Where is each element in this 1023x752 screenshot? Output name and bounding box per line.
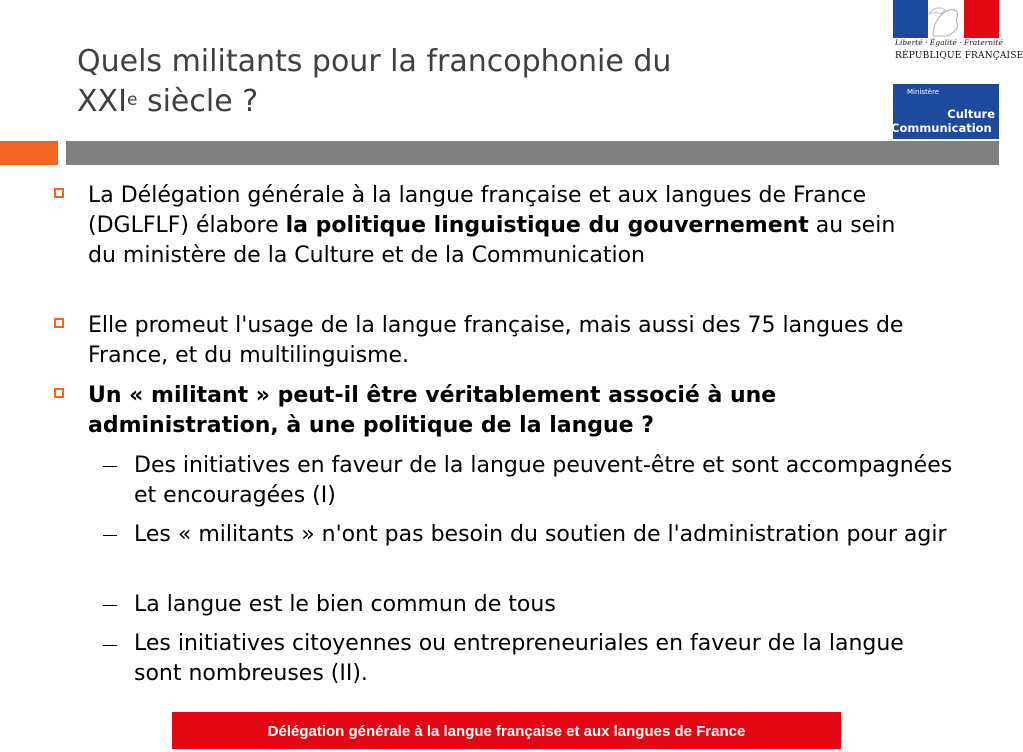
title-separator-bar bbox=[66, 141, 999, 165]
republique-motto: Liberté · Égalité · Fraternité bbox=[895, 38, 1003, 47]
bullet-square-icon bbox=[54, 388, 64, 398]
title-accent-bar bbox=[0, 141, 58, 165]
bullet-text: au sein du ministère de la Culture et de la Communication bbox=[88, 213, 896, 268]
marianne-icon bbox=[893, 0, 999, 38]
dash-icon bbox=[103, 535, 117, 536]
slide-title-line2 bbox=[77, 82, 797, 122]
bullet-text: La Délégation générale à la langue française et aux langues de France (DGLFLF) élabore bbox=[88, 183, 867, 238]
sub-bullet-item: Des initiatives en faveur de la langue peuvent-être et sont accompagnées et encouragées (I) bbox=[134, 453, 953, 508]
ministere-communication: Communication bbox=[891, 121, 992, 135]
banner-text: et aux langues de France bbox=[561, 723, 746, 740]
dash-icon bbox=[103, 605, 117, 606]
sub-bullet-item: La langue est le bien commun de tous bbox=[134, 592, 556, 617]
banner-highlight: langue française bbox=[443, 723, 562, 740]
sub-bullet-item: Les initiatives citoyennes ou entrepreneuriales en faveur de la langue sont nombreuses (II). bbox=[134, 631, 904, 686]
bullet-square-icon bbox=[54, 188, 64, 198]
bullet-item: Elle promeut l'usage de la langue française, mais aussi des 75 langues de France, et du multilinguisme. bbox=[88, 313, 904, 368]
ministere-culture-logo bbox=[893, 84, 999, 139]
republique-francaise-logo bbox=[893, 0, 1023, 68]
slide-title-line1: Quels militants pour la francophonie du bbox=[77, 44, 672, 79]
sub-bullet-item: Les « militants » n'ont pas besoin du soutien de l'administration pour agir bbox=[134, 522, 947, 547]
ministere-culture: Culture bbox=[947, 107, 995, 121]
bullet-item bbox=[88, 181, 908, 271]
title-century: XXI bbox=[77, 84, 127, 119]
banner-text: Délégation générale à la bbox=[267, 723, 444, 740]
dash-icon bbox=[103, 645, 117, 646]
bullet-square-icon bbox=[54, 318, 64, 328]
republique-name: RÉPUBLIQUE FRANÇAISE bbox=[895, 51, 1023, 61]
slide-title bbox=[77, 42, 797, 122]
bullet-emphasis: la politique linguistique du gouvernement bbox=[285, 213, 809, 238]
ministere-label: Ministère bbox=[907, 88, 940, 96]
bullet-item: Un « militant » peut-il être véritablement associé à une administration, à une politique de la langue ? bbox=[88, 383, 777, 438]
title-end: siècle ? bbox=[137, 84, 259, 119]
footer-banner bbox=[172, 712, 841, 749]
title-superscript: e bbox=[126, 90, 138, 110]
dash-icon bbox=[103, 466, 117, 467]
